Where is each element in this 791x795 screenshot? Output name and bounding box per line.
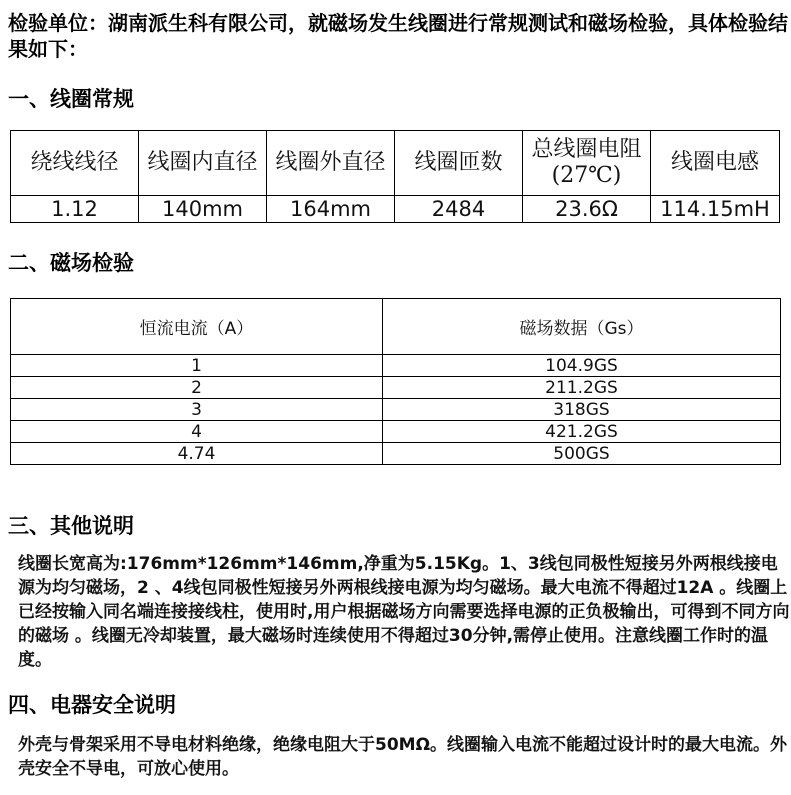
header-wire-diameter: 绕线线径 — [11, 131, 139, 196]
current-cell: 3 — [11, 399, 383, 421]
table-row — [11, 443, 781, 465]
section4-text: 外壳与骨架采用不导电材料绝缘，绝缘电阻大于50MΩ。线圈输入电流不能超过设计时的最大电流。外壳安全不导电，可放心使用。 — [18, 735, 788, 779]
intro-text: 检验单位：湖南派生科有限公司，就磁场发生线圈进行常规测试和磁场检验，具体检验结果如下： — [8, 11, 788, 61]
field-header-row — [11, 299, 781, 355]
field-cell: 421.2GS — [383, 421, 781, 443]
coil-spec-table — [10, 130, 780, 223]
field-cell: 318GS — [383, 399, 781, 421]
header-inner-diameter: 线圈内直径 — [139, 131, 267, 196]
current-cell: 4 — [11, 421, 383, 443]
current-cell: 1 — [11, 355, 383, 377]
coil-spec-header-row — [11, 131, 780, 196]
section3-title: 三、其他说明 — [8, 514, 134, 538]
header-turns: 线圈匝数 — [395, 131, 523, 196]
header-resistance: 总线圈电阻(27℃) — [523, 131, 651, 196]
value-wire-diameter: 1.12 — [11, 196, 139, 223]
current-cell: 4.74 — [11, 443, 383, 465]
table-row — [11, 355, 781, 377]
header-outer-diameter: 线圈外直径 — [267, 131, 395, 196]
value-resistance: 23.6Ω — [523, 196, 651, 223]
value-inner-diameter: 140mm — [139, 196, 267, 223]
field-cell: 104.9GS — [383, 355, 781, 377]
value-inductance: 114.15mH — [651, 196, 780, 223]
value-turns: 2484 — [395, 196, 523, 223]
header-inductance: 线圈电感 — [651, 131, 780, 196]
table-row — [11, 377, 781, 399]
section3-text: 线圈长宽高为:176mm*126mm*146mm,净重为5.15Kg。1、3线包同极性短接另外两根线接电源为均匀磁场，2 、4线包同极性短接另外两根线接电源为均匀磁场。最大电流不得超过12A 。线圈上已经按输入同名端连接接线柱，使用时,用户根据磁场方向需要选择电源的正负极输出，可得到不同方向的磁场 。线圈无冷却装置，最大磁场时连续使用不得超过30分钟,需停止使用。注意线圈工作时的温度。 — [18, 554, 790, 670]
table-row — [11, 399, 781, 421]
value-outer-diameter: 164mm — [267, 196, 395, 223]
section2-title: 二、磁场检验 — [8, 251, 134, 275]
field-cell: 211.2GS — [383, 377, 781, 399]
magnetic-field-table — [10, 298, 781, 465]
section1-title: 一、线圈常规 — [8, 87, 134, 111]
field-cell: 500GS — [383, 443, 781, 465]
section4-title: 四、电器安全说明 — [8, 693, 176, 717]
table-row — [11, 421, 781, 443]
header-field-data: 磁场数据（Gs） — [383, 299, 781, 355]
coil-spec-value-row — [11, 196, 780, 223]
current-cell: 2 — [11, 377, 383, 399]
header-current: 恒流电流（A） — [11, 299, 383, 355]
